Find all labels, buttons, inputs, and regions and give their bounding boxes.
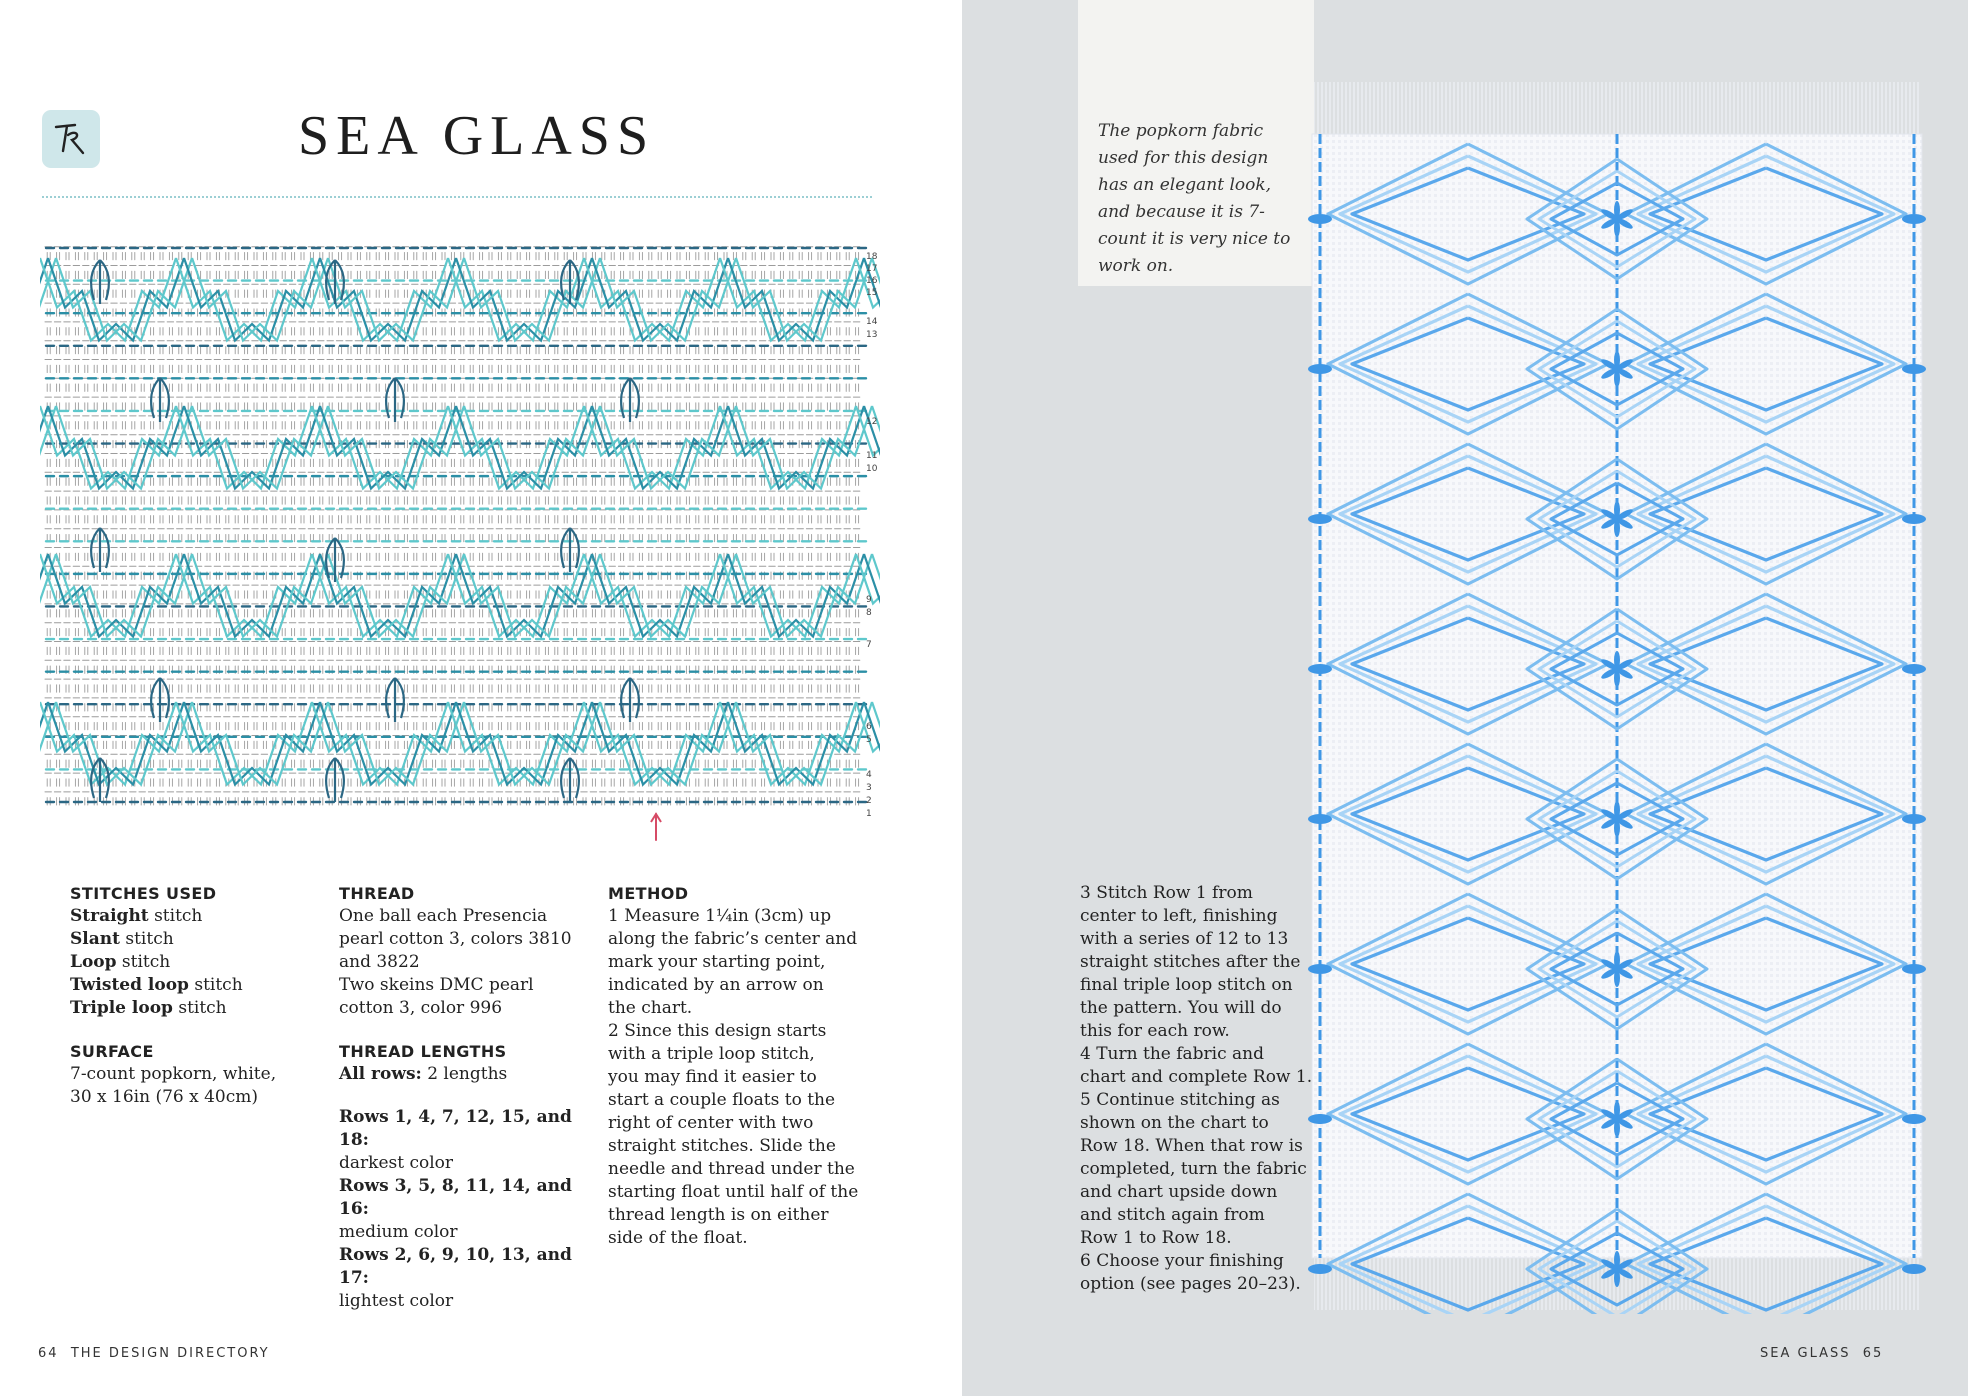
edge-motif [1902, 664, 1926, 674]
stitch-item: Triple loop stitch [70, 998, 227, 1018]
edge-motif [1902, 1114, 1926, 1124]
triple-loop-motif [621, 378, 639, 422]
edge-motif [1902, 514, 1926, 524]
method-line: the chart. [608, 998, 693, 1018]
section-name: SEA GLASS [1760, 1346, 1851, 1361]
edge-motif [1902, 214, 1926, 224]
method-line: straight stitches. Slide the [608, 1136, 836, 1156]
edge-motif [1308, 964, 1332, 974]
thread-line: One ball each Presencia [339, 906, 548, 926]
quote-box [1078, 0, 1314, 286]
row-number: 14 [866, 317, 878, 327]
method-line: the pattern. You will do [1080, 998, 1282, 1018]
thread-heading: THREAD [339, 884, 415, 903]
row-number: 7 [866, 640, 872, 650]
triple-loop-motif [151, 678, 169, 722]
row-number: 12 [866, 417, 878, 427]
edge-motif [1902, 964, 1926, 974]
thread-line: Two skeins DMC pearl [339, 975, 534, 995]
left-page [0, 0, 962, 1396]
row-number: 3 [866, 783, 872, 793]
row-number: 17 [866, 264, 878, 274]
thread-line: pearl cotton 3, colors 3810 [339, 929, 572, 949]
embroidered-runner-photo [1308, 74, 1926, 1314]
row-number: 15 [866, 288, 878, 298]
thread-column [339, 882, 589, 1313]
page-number: 64 [38, 1346, 59, 1361]
title-divider [42, 196, 872, 198]
row-number: 9 [866, 595, 872, 605]
method-line: 4 Turn the fabric and [1080, 1044, 1264, 1064]
edge-motif [1308, 1114, 1332, 1124]
thread-line: and 3822 [339, 952, 420, 972]
all-rows-line: All rows: 2 lengths [339, 1064, 508, 1084]
edge-motif [1308, 664, 1332, 674]
stitch-logo-icon [42, 110, 100, 168]
section-name: THE DESIGN DIRECTORY [70, 1346, 270, 1361]
row-number: 11 [866, 451, 878, 461]
lattice-stitch [184, 702, 320, 785]
footer-left [38, 1346, 270, 1361]
rows-group-value: lightest color [339, 1291, 454, 1311]
method-line: 5 Continue stitching as [1080, 1090, 1280, 1110]
method-line: right of center with two [608, 1113, 814, 1133]
method-line: shown on the chart to [1080, 1113, 1269, 1133]
lattice-stitch [184, 258, 320, 341]
stitch-chart [40, 238, 880, 848]
method-line: 3 Stitch Row 1 from [1080, 883, 1253, 903]
row-number: 10 [866, 464, 878, 474]
method-line: 2 Since this design starts [608, 1021, 827, 1041]
quote-text: The popkorn fabric used for this design has an elegant look, and because it is 7-count it is very nice to work on. [1098, 121, 1291, 276]
stitch-item: Straight stitch [70, 906, 203, 926]
row-number: 4 [866, 770, 872, 780]
page-title: SEA GLASS [298, 105, 656, 167]
method-line: straight stitches after the [1080, 952, 1301, 972]
method-line: option (see pages 20–23). [1080, 1274, 1301, 1294]
method-line: 1 Measure 1¼in (3cm) up [608, 906, 832, 926]
row-number: 5 [866, 735, 872, 745]
method-line: center to left, finishing [1080, 906, 1278, 926]
stitches-used-heading: STITCHES USED [70, 884, 217, 903]
method-line: final triple loop stitch on [1080, 975, 1293, 995]
footer-right [1760, 1346, 1883, 1361]
method-line: starting float until half of the [608, 1182, 859, 1202]
lattice-stitch [728, 702, 864, 785]
surface-heading: SURFACE [70, 1042, 154, 1061]
row-number: 18 [866, 252, 878, 262]
lattice-stitch [592, 258, 728, 341]
method-line: mark your starting point, [608, 952, 826, 972]
method-line: needle and thread under the [608, 1159, 855, 1179]
stitch-item: Slant stitch [70, 929, 174, 949]
edge-motif [1308, 814, 1332, 824]
triple-loop-motif [561, 528, 579, 572]
edge-motif [1902, 1264, 1926, 1274]
method-line: with a triple loop stitch, [608, 1044, 815, 1064]
edge-motif [1308, 1264, 1332, 1274]
method-line: start a couple floats to the [608, 1090, 836, 1110]
row-number: 1 [866, 809, 872, 819]
lattice-stitch [456, 258, 592, 341]
row-number: 16 [866, 276, 878, 286]
method-line: chart and complete Row 1. [1080, 1067, 1313, 1087]
edge-motif [1308, 514, 1332, 524]
triple-loop-motif [386, 378, 404, 422]
method-continued [1080, 882, 1316, 1296]
edge-motif [1308, 214, 1332, 224]
method-line: along the fabric’s center and [608, 929, 858, 949]
rows-group-value: medium color [339, 1222, 458, 1242]
method-line: Row 18. When that row is [1080, 1136, 1303, 1156]
lattice-stitch [728, 258, 864, 341]
method-column [608, 882, 898, 1250]
stitch-item: Loop stitch [70, 952, 171, 972]
lattice-stitch [592, 702, 728, 785]
method-line: side of the float. [608, 1228, 748, 1248]
triple-loop-motif [91, 260, 109, 304]
method-line: 6 Choose your finishing [1080, 1251, 1284, 1271]
rows-group-label: Rows 2, 6, 9, 10, 13, and 17: [339, 1245, 572, 1288]
rows-group-label: Rows 1, 4, 7, 12, 15, and 18: [339, 1107, 572, 1150]
row-number: 13 [866, 330, 878, 340]
triple-loop-motif [91, 528, 109, 572]
triple-loop-motif [621, 678, 639, 722]
rows-group-label: Rows 3, 5, 8, 11, 14, and 16: [339, 1176, 572, 1219]
method-line: you may find it easier to [608, 1067, 817, 1087]
stitches-column [70, 882, 320, 1109]
edge-motif [1902, 364, 1926, 374]
method-line: thread length is on either [608, 1205, 829, 1225]
method-line: and stitch again from [1080, 1205, 1265, 1225]
rows-group-value: darkest color [339, 1153, 454, 1173]
edge-motif [1308, 364, 1332, 374]
thread-lengths-heading: THREAD LENGTHS [339, 1042, 507, 1061]
method-line: this for each row. [1080, 1021, 1230, 1041]
triple-loop-motif [386, 678, 404, 722]
thread-line: cotton 3, color 996 [339, 998, 503, 1018]
method-line: with a series of 12 to 13 [1080, 929, 1289, 949]
row-number: 6 [866, 722, 872, 732]
method-heading: METHOD [608, 884, 689, 903]
edge-motif [1902, 814, 1926, 824]
stitch-item: Twisted loop stitch [70, 975, 243, 995]
lattice-stitch [456, 702, 592, 785]
method-line: indicated by an arrow on [608, 975, 824, 995]
surface-text: 30 x 16in (76 x 40cm) [70, 1087, 259, 1107]
method-line: Row 1 to Row 18. [1080, 1228, 1232, 1248]
surface-text: 7-count popkorn, white, [70, 1064, 277, 1084]
method-line: completed, turn the fabric [1080, 1159, 1307, 1179]
row-number: 8 [866, 608, 872, 618]
triple-loop-motif [151, 378, 169, 422]
page-number: 65 [1862, 1346, 1884, 1361]
row-number: 2 [866, 796, 872, 806]
method-line: and chart upside down [1080, 1182, 1278, 1202]
